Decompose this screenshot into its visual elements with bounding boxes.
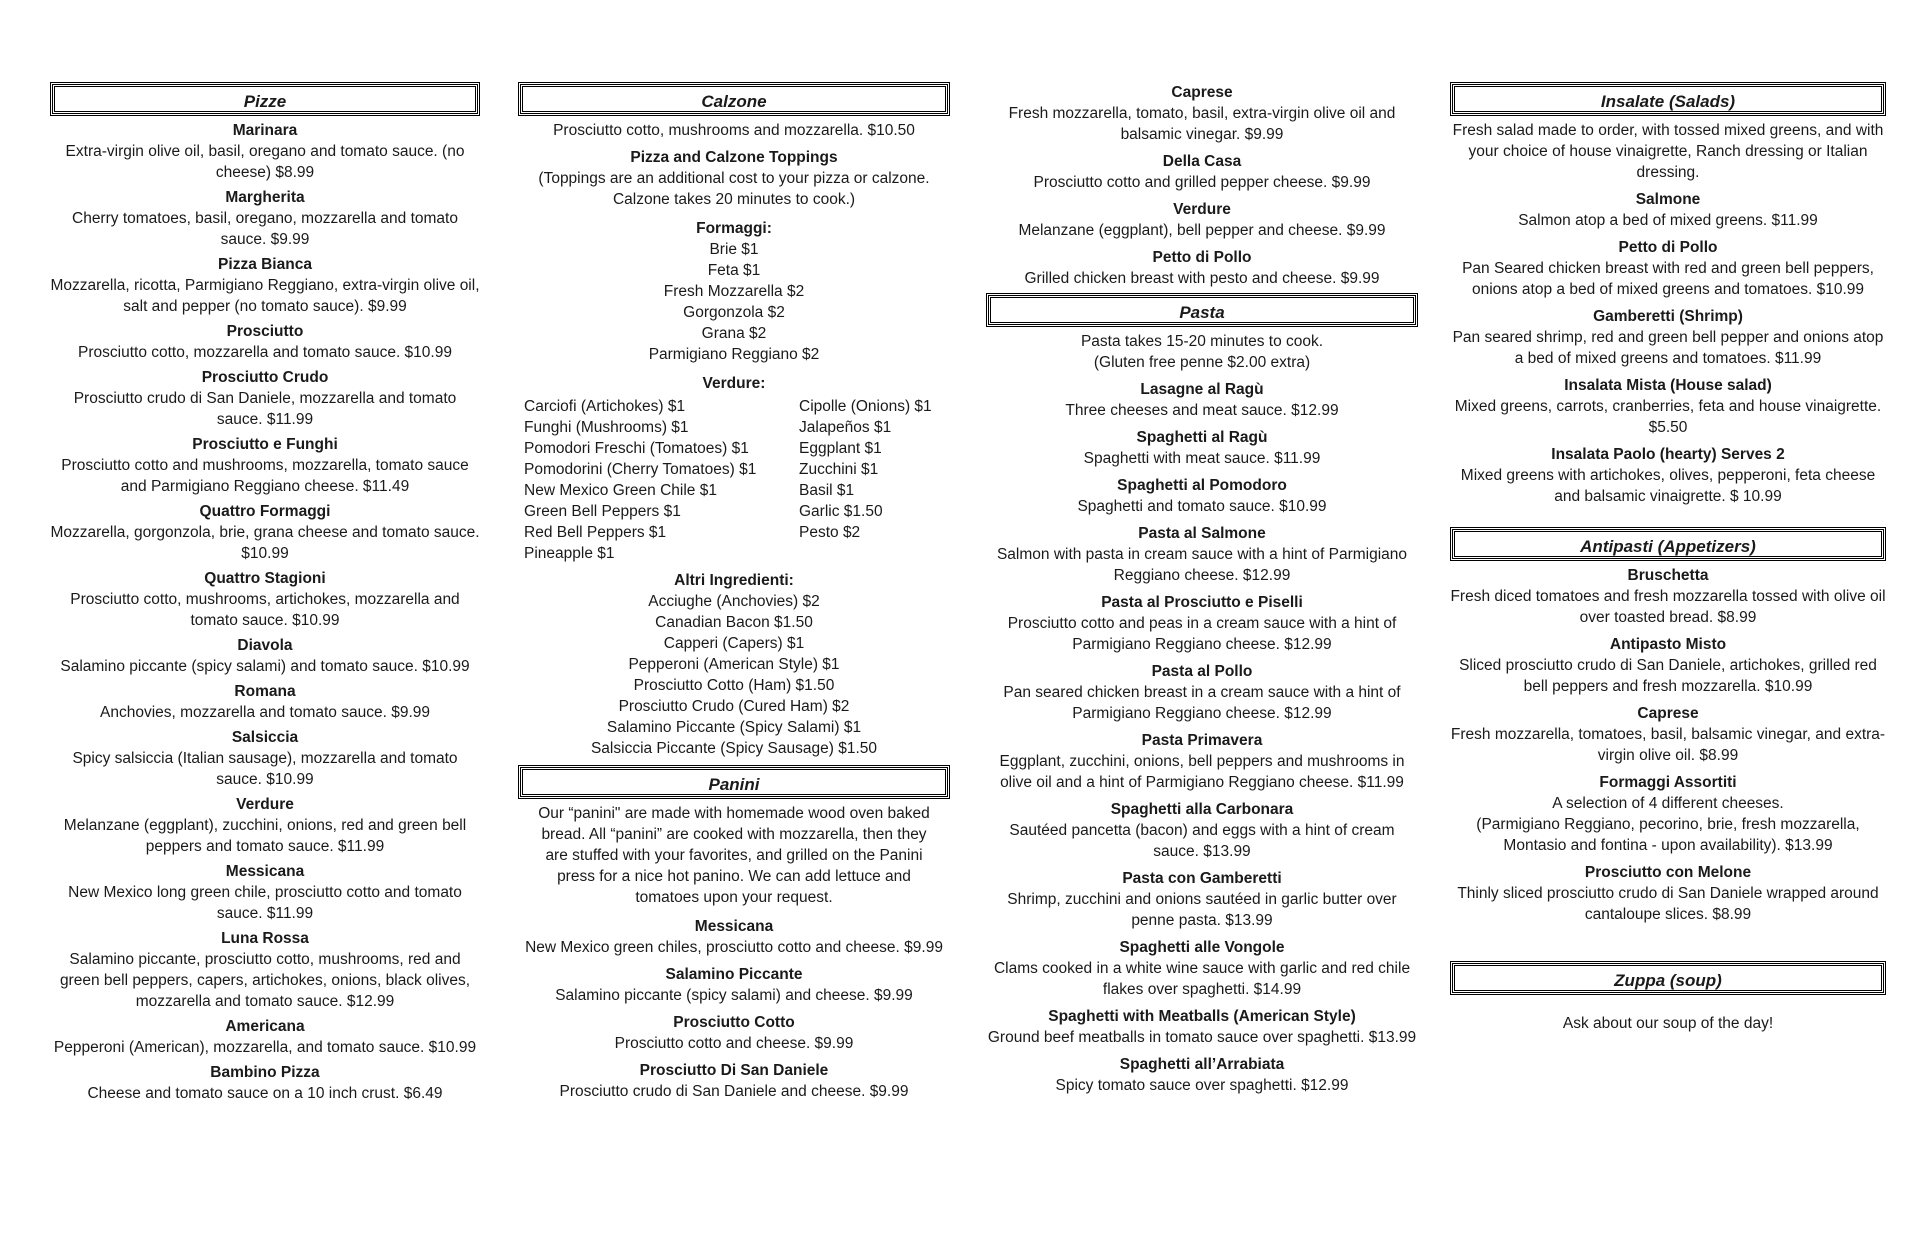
item-description: Spaghetti with meat sauce. $11.99 [1083, 450, 1321, 467]
altri-topping: Prosciutto Cotto (Ham) $1.50 [633, 677, 835, 694]
menu-item [1450, 444, 1886, 507]
item-name: Pasta al Salmone [1138, 525, 1266, 542]
pasta-title: Pasta [1179, 303, 1225, 322]
menu-item [50, 861, 480, 924]
calzone-title: Calzone [701, 92, 767, 111]
formaggi-topping: Feta $1 [707, 262, 761, 279]
toppings-note-2: Calzone takes 20 minutes to cook.) [612, 191, 856, 208]
item-description: Mozzarella, gorgonzola, brie, grana cheese and tomato sauce. $10.99 [50, 524, 480, 562]
verdure-topping: Pineapple $1 [524, 545, 615, 562]
insalate-header [1452, 84, 1884, 114]
item-description: Mixed greens, carrots, cranberries, feta and house vinaigrette. $5.50 [1454, 398, 1882, 436]
menu-item [1450, 189, 1886, 231]
panini-continued-list [986, 82, 1418, 289]
menu-item [518, 1012, 950, 1054]
item-description: Prosciutto cotto, mozzarella and tomato sauce. $10.99 [78, 344, 452, 361]
pasta-note-1: Pasta takes 15-20 minutes to cook. [1080, 333, 1324, 350]
menu-item [986, 523, 1418, 586]
item-name: Petto di Pollo [1152, 249, 1252, 266]
zuppa-title: Zuppa (soup) [1614, 971, 1722, 990]
menu-item [1450, 862, 1886, 925]
menu-item [1450, 306, 1886, 369]
item-name: Insalata Mista (House salad) [1564, 377, 1772, 394]
item-name: Spaghetti all’Arrabiata [1119, 1056, 1285, 1073]
pizze-column [50, 80, 480, 1108]
menu-item [986, 592, 1418, 655]
item-name: Diavola [237, 637, 293, 654]
menu-item [986, 937, 1418, 1000]
menu-item [986, 199, 1418, 241]
altri-topping: Canadian Bacon $1.50 [655, 614, 813, 631]
item-name: Prosciutto Cotto [673, 1014, 795, 1031]
pasta-column [986, 82, 1418, 1102]
item-description: Mixed greens with artichokes, olives, pepperoni, feta cheese and balsamic vinaigrette. $ 10.99 [1460, 467, 1876, 505]
item-name: Antipasto Misto [1609, 636, 1727, 653]
menu-item [50, 434, 480, 497]
menu-item [986, 247, 1418, 289]
item-name: Prosciutto con Melone [1584, 864, 1752, 881]
altri-topping: Capperi (Capers) $1 [663, 635, 805, 652]
item-name: Insalata Paolo (hearty) Serves 2 [1551, 446, 1785, 463]
item-name: Della Casa [1162, 153, 1242, 170]
item-name: Prosciutto [226, 323, 304, 340]
item-description: Thinly sliced prosciutto crudo di San Daniele wrapped around cantaloupe slices. $8.99 [1457, 885, 1879, 923]
item-description: Prosciutto crudo di San Daniele, mozzarella and tomato sauce. $11.99 [73, 390, 457, 428]
item-name: Prosciutto Di San Daniele [639, 1062, 829, 1079]
insalate-intro: Fresh salad made to order, with tossed mixed greens, and with your choice of house vinaigrette, Ranch dressing or Italian dressing. [1452, 122, 1884, 181]
item-name: Quattro Formaggi [199, 503, 331, 520]
item-description: Sliced prosciutto crudo di San Daniele, artichokes, grilled red bell peppers and fresh mozzarella. $10.99 [1459, 657, 1877, 695]
item-name: Spaghetti alle Vongole [1119, 939, 1285, 956]
formaggi-topping: Grana $2 [701, 325, 767, 342]
formaggi-title: Formaggi: [696, 220, 772, 237]
panini-title: Panini [708, 775, 760, 794]
verdure-topping: New Mexico Green Chile $1 [524, 482, 717, 499]
calzone-header [520, 84, 948, 114]
item-name: Romana [234, 683, 296, 700]
menu-item [50, 367, 480, 430]
formaggi-topping: Brie $1 [709, 241, 759, 258]
menu-item [986, 868, 1418, 931]
item-description: Fresh mozzarella, tomatoes, basil, balsamic vinegar, and extra-virgin olive oil. $8.99 [1450, 726, 1886, 764]
menu-item [986, 151, 1418, 193]
item-name: Quattro Stagioni [204, 570, 326, 587]
menu-item [1450, 634, 1886, 697]
item-name: Messicana [225, 863, 305, 880]
altri-title: Altri Ingredienti: [674, 572, 794, 589]
menu-item [50, 681, 480, 723]
item-name: Spaghetti al Pomodoro [1117, 477, 1287, 494]
menu-item [986, 799, 1418, 862]
verdure-topping: Eggplant $1 [799, 440, 882, 457]
pizze-list [50, 120, 480, 1104]
menu-item [518, 916, 950, 958]
altri-list [518, 591, 950, 759]
menu-item [518, 964, 950, 1006]
item-name: Americana [225, 1018, 305, 1035]
insalate-title: Insalate (Salads) [1600, 92, 1736, 111]
item-name: Bruschetta [1627, 567, 1709, 584]
verdure-topping: Garlic $1.50 [799, 503, 883, 520]
altri-topping: Salamino Piccante (Spicy Salami) $1 [606, 719, 862, 736]
item-name: Bambino Pizza [210, 1064, 320, 1081]
menu-item [50, 1062, 480, 1104]
item-description: Pan Seared chicken breast with red and green bell peppers, onions atop a bed of mixed greens and tomatoes. $10.99 [1462, 260, 1874, 298]
item-name: Lasagne al Ragù [1140, 381, 1264, 398]
verdure-topping: Carciofi (Artichokes) $1 [524, 398, 686, 415]
item-description: Mozzarella, ricotta, Parmigiano Reggiano, extra-virgin olive oil, salt and pepper (no tomato sauce). $9.99 [50, 277, 480, 315]
menu-item [986, 82, 1418, 145]
item-description: Pan seared chicken breast in a cream sauce with a hint of Parmigiano Reggiano cheese. $12.99 [1003, 684, 1401, 722]
calzone-column [518, 80, 950, 1108]
item-name: Gamberetti (Shrimp) [1593, 308, 1743, 325]
item-description: Salamino piccante, prosciutto cotto, mushrooms, red and green bell peppers, capers, artichokes, onions, black olives, mozzarella and tomato sauce. $12.99 [59, 951, 471, 1010]
item-name: Verdure [236, 796, 294, 813]
toppings-note-1: (Toppings are an additional cost to your pizza or calzone. [538, 170, 930, 187]
altri-topping: Acciughe (Anchovies) $2 [648, 593, 820, 610]
item-description: Salamino piccante (spicy salami) and cheese. $9.99 [555, 987, 913, 1004]
panini-intro-1: Our “panini" are made with homemade wood oven baked [538, 805, 930, 822]
menu-item [986, 661, 1418, 724]
item-description: Prosciutto cotto and mushrooms, mozzarella, tomato sauce and Parmigiano Reggiano cheese. $11.49 [61, 457, 469, 495]
menu-item [986, 427, 1418, 469]
panini-intro-4: press for a nice hot panino. We can add lettuce and [557, 868, 911, 885]
item-description: Cherry tomatoes, basil, oregano, mozzarella and tomato sauce. $9.99 [72, 210, 458, 248]
item-description: Clams cooked in a white wine sauce with garlic and red chile flakes over spaghetti. $14.99 [993, 960, 1411, 998]
item-description: Cheese and tomato sauce on a 10 inch crust. $6.49 [87, 1085, 443, 1102]
menu-item [986, 379, 1418, 421]
menu-item [50, 928, 480, 1012]
item-description: Salmon atop a bed of mixed greens. $11.99 [1518, 212, 1818, 229]
panini-intro-5: tomatoes upon your request. [635, 889, 833, 906]
item-name: Marinara [232, 122, 298, 139]
item-name: Pasta al Pollo [1151, 663, 1253, 680]
item-description: Pan seared shrimp, red and green bell pepper and onions atop a bed of mixed greens and tomatoes. $11.99 [1452, 329, 1884, 367]
item-name: Messicana [694, 918, 774, 935]
menu-item [986, 475, 1418, 517]
verdure-topping: Basil $1 [799, 482, 855, 499]
item-description: A selection of 4 different cheeses. [1552, 795, 1784, 812]
menu-item [1450, 772, 1886, 856]
panini-intro-2: bread. All “panini” are cooked with mozzarella, then they [541, 826, 927, 843]
item-name: Salmone [1635, 191, 1701, 208]
item-name: Spaghetti with Meatballs (American Style) [1048, 1008, 1356, 1025]
item-name: Caprese [1637, 705, 1699, 722]
verdure-topping: Red Bell Peppers $1 [524, 524, 667, 541]
item-description: Pepperoni (American), mozzarella, and tomato sauce. $10.99 [53, 1039, 477, 1056]
verdure-topping: Funghi (Mushrooms) $1 [524, 419, 689, 436]
verdure-topping: Jalapeños $1 [799, 419, 892, 436]
item-description: Prosciutto cotto and peas in a cream sauce with a hint of Parmigiano Reggiano cheese. $12.99 [1007, 615, 1397, 653]
item-name: Salsiccia [231, 729, 299, 746]
menu-item [50, 794, 480, 857]
item-description: Extra-virgin olive oil, basil, oregano and tomato sauce. (no cheese) $8.99 [65, 143, 465, 181]
menu-item [50, 1016, 480, 1058]
item-description: Prosciutto cotto and grilled pepper cheese. $9.99 [1033, 174, 1371, 191]
item-description: Grilled chicken breast with pesto and cheese. $9.99 [1024, 270, 1380, 287]
item-description: Salmon with pasta in cream sauce with a hint of Parmigiano Reggiano cheese. $12.99 [996, 546, 1408, 584]
item-description: Fresh diced tomatoes and fresh mozzarella tossed with olive oil over toasted bread. $8.99 [1450, 588, 1886, 626]
menu-item [50, 321, 480, 363]
pasta-header [988, 295, 1416, 325]
altri-topping: Salsiccia Piccante (Spicy Sausage) $1.50 [590, 740, 878, 757]
item-name: Pasta al Prosciutto e Piselli [1101, 594, 1303, 611]
menu-item [986, 730, 1418, 793]
panini-header [520, 767, 948, 797]
item-description: Melanzane (eggplant), bell pepper and cheese. $9.99 [1018, 222, 1386, 239]
item-name: Prosciutto e Funghi [192, 436, 338, 453]
item-description: Shrimp, zucchini and onions sautéed in garlic butter over penne pasta. $13.99 [1007, 891, 1397, 929]
item-name: Spaghetti alla Carbonara [1110, 801, 1294, 818]
item-name: Formaggi Assortiti [1599, 774, 1737, 791]
antipasti-header [1452, 529, 1884, 559]
item-name: Salamino Piccante [665, 966, 803, 983]
antipasti-title: Antipasti (Appetizers) [1580, 537, 1756, 556]
pasta-list [986, 379, 1418, 1096]
pizze-header [52, 84, 478, 114]
item-description: Spicy salsiccia (Italian sausage), mozzarella and tomato sauce. $10.99 [72, 750, 458, 788]
verdure-right-column [799, 396, 950, 564]
menu-item [50, 568, 480, 631]
menu-item [1450, 375, 1886, 438]
formaggi-topping: Fresh Mozzarella $2 [663, 283, 805, 300]
item-description: Prosciutto cotto, mushrooms, artichokes, mozzarella and tomato sauce. $10.99 [70, 591, 460, 629]
menu-item [50, 254, 480, 317]
menu-item [50, 635, 480, 677]
item-name: Pizza Bianca [218, 256, 312, 273]
item-description: Melanzane (eggplant), zucchini, onions, red and green bell peppers and tomato sauce. $11.99 [63, 817, 467, 855]
verdure-topping: Green Bell Peppers $1 [524, 503, 681, 520]
item-description: Salamino piccante (spicy salami) and tomato sauce. $10.99 [60, 658, 470, 675]
insalate-list [1450, 189, 1886, 507]
item-description: Ground beef meatballs in tomato sauce over spaghetti. $13.99 [987, 1029, 1417, 1046]
toppings-title: Pizza and Calzone Toppings [630, 149, 838, 166]
menu-item [986, 1054, 1418, 1096]
verdure-list [518, 396, 950, 564]
menu-item [1450, 237, 1886, 300]
item-name: Luna Rossa [221, 930, 309, 947]
formaggi-topping: Parmigiano Reggiano $2 [648, 346, 820, 363]
item-name: Prosciutto Crudo [201, 369, 329, 386]
verdure-title: Verdure: [702, 375, 766, 392]
zuppa-desc: Ask about our soup of the day! [1562, 1015, 1774, 1032]
antipasti-list [1450, 565, 1886, 925]
menu-item [1450, 703, 1886, 766]
altri-topping: Prosciutto Crudo (Cured Ham) $2 [618, 698, 850, 715]
altri-topping: Pepperoni (American Style) $1 [628, 656, 840, 673]
item-name: Pasta Primavera [1141, 732, 1263, 749]
item-name: Pasta con Gamberetti [1122, 870, 1282, 887]
formaggi-list [518, 239, 950, 365]
item-description: Sautéed pancetta (bacon) and eggs with a hint of cream sauce. $13.99 [1009, 822, 1395, 860]
pasta-note-2: (Gluten free penne $2.00 extra) [1093, 354, 1311, 371]
menu-item [50, 501, 480, 564]
verdure-topping: Pesto $2 [799, 524, 861, 541]
item-description: Fresh mozzarella, tomato, basil, extra-virgin olive oil and balsamic vinegar. $9.99 [1008, 105, 1396, 143]
item-description: Prosciutto cotto and cheese. $9.99 [614, 1035, 854, 1052]
item-description: Eggplant, zucchini, onions, bell peppers and mushrooms in olive oil and a hint of Parmigiano Reggiano cheese. $11.99 [999, 753, 1405, 791]
item-name: Petto di Pollo [1618, 239, 1718, 256]
verdure-topping: Pomodori Freschi (Tomatoes) $1 [524, 440, 749, 457]
item-name: Margherita [225, 189, 305, 206]
menu-item [986, 1006, 1418, 1048]
verdure-topping: Cipolle (Onions) $1 [799, 398, 932, 415]
item-description: (Parmigiano Reggiano, pecorino, brie, fresh mozzarella, Montasio and fontina - upon availability). $13.99 [1476, 816, 1860, 854]
item-description: Three cheeses and meat sauce. $12.99 [1065, 402, 1339, 419]
formaggi-topping: Gorgonzola $2 [683, 304, 785, 321]
menu-item [50, 187, 480, 250]
menu-item [1450, 565, 1886, 628]
item-name: Caprese [1171, 84, 1233, 101]
item-description: New Mexico long green chile, prosciutto cotto and tomato sauce. $11.99 [68, 884, 462, 922]
verdure-left-column [518, 396, 799, 564]
item-description: Spicy tomato sauce over spaghetti. $12.99 [1055, 1077, 1349, 1094]
panini-intro-3: are stuffed with your favorites, and grilled on the Panini [545, 847, 923, 864]
item-description: New Mexico green chiles, prosciutto cotto and cheese. $9.99 [525, 939, 943, 956]
insalate-column [1450, 80, 1886, 1034]
item-description: Anchovies, mozzarella and tomato sauce. $9.99 [100, 704, 430, 721]
menu-item [50, 120, 480, 183]
item-description: Spaghetti and tomato sauce. $10.99 [1077, 498, 1327, 515]
verdure-topping: Pomodorini (Cherry Tomatoes) $1 [524, 461, 757, 478]
item-name: Verdure [1173, 201, 1231, 218]
menu-item [50, 727, 480, 790]
zuppa-header [1452, 963, 1884, 993]
menu-item [518, 1060, 950, 1102]
verdure-topping: Zucchini $1 [799, 461, 879, 478]
calzone-desc: Prosciutto cotto, mushrooms and mozzarella. $10.50 [553, 122, 915, 139]
pizze-title: Pizze [243, 92, 287, 111]
panini-list [518, 916, 950, 1102]
item-description: Prosciutto crudo di San Daniele and cheese. $9.99 [559, 1083, 909, 1100]
item-name: Spaghetti al Ragù [1136, 429, 1268, 446]
